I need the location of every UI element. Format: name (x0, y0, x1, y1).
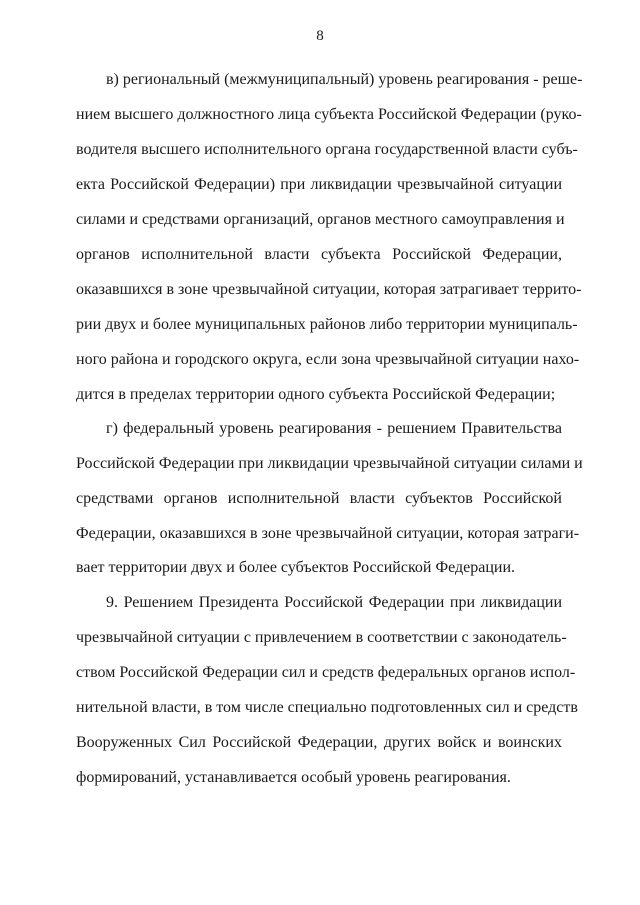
text-line: ством Российской Федерации сил и средств федеральных органов испол- (76, 664, 576, 681)
text-line: силами и средствами организаций, органов местного самоуправления и (76, 211, 565, 228)
text-line: екта Российской Федерации) при ликвидации чрезвычайной ситуации (76, 176, 562, 193)
text-line: нительной власти, в том числе специально подготовленных сил и средств (76, 699, 578, 716)
text-line: Федерации, оказавшихся в зоне чрезвычайной ситуации, которая затраги- (76, 525, 580, 542)
text-line: ного района и городского округа, если зона чрезвычайной ситуации нахо- (76, 351, 580, 368)
text-line: чрезвычайной ситуации с привлечением в соответствии с законодатель- (76, 629, 567, 646)
page-number: 8 (316, 28, 324, 44)
text-line: средствами органов исполнительной власти субъектов Российской (76, 490, 562, 507)
text-line: дится в пределах территории одного субъекта Российской Федерации; (76, 386, 556, 403)
text-line: Вооруженных Сил Российской Федерации, других войск и воинских (76, 734, 562, 751)
text-line: Российской Федерации при ликвидации чрезвычайной ситуации силами и (76, 455, 583, 472)
text-line: органов исполнительной власти субъекта Российской Федерации, (76, 246, 562, 263)
text-line: вает территории двух и более субъектов Российской Федерации. (76, 559, 516, 576)
text-line: формирований, устанавливается особый уровень реагирования. (76, 769, 511, 786)
text-line: в) региональный (межмуниципальный) уровень реагирования - реше- (106, 71, 583, 88)
text-line: г) федеральный уровень реагирования - решением Правительства (106, 420, 562, 437)
text-line: водителя высшего исполнительного органа государственной власти субъ- (76, 141, 578, 158)
text-line: оказавшихся в зоне чрезвычайной ситуации, которая затрагивает террито- (76, 281, 582, 298)
text-line: рии двух и более муниципальных районов либо территории муниципаль- (76, 316, 578, 333)
text-line: нием высшего должностного лица субъекта Российской Федерации (руко- (76, 106, 582, 123)
text-line: 9. Решением Президента Российской Федерации при ликвидации (106, 594, 562, 611)
